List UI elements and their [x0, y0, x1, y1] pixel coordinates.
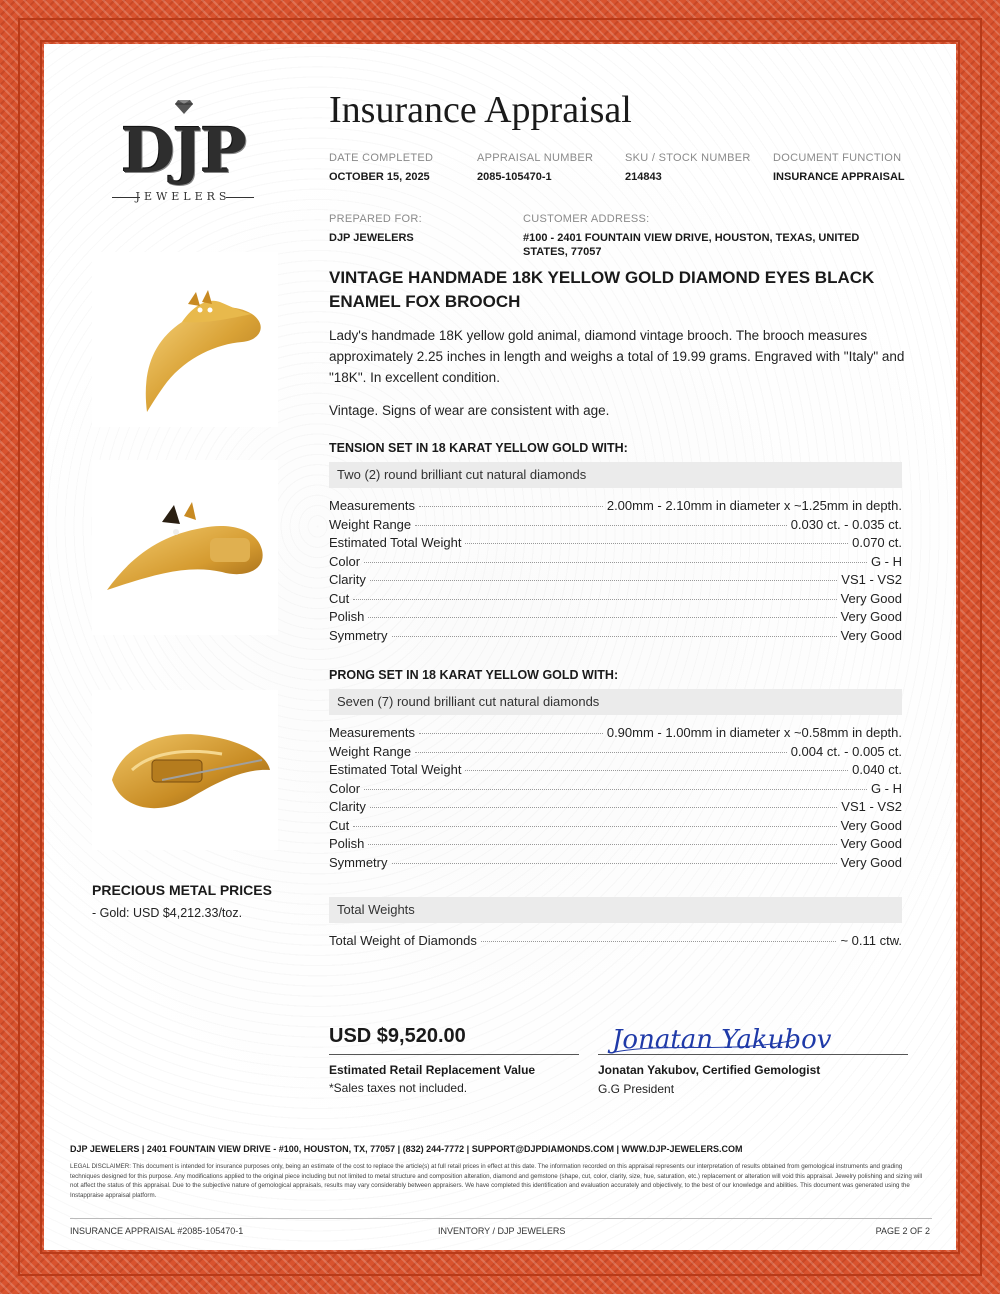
spec-row: [329, 554, 902, 573]
leader-dots: [370, 580, 837, 581]
precious-metal-heading: PRECIOUS METAL PRICES: [92, 882, 272, 898]
document-title: Insurance Appraisal: [329, 89, 632, 131]
spec-value: Very Good: [840, 609, 902, 624]
total-weights-heading: Total Weights: [329, 897, 902, 923]
section-heading-tension: TENSION SET IN 18 KARAT YELLOW GOLD WITH:: [329, 441, 628, 455]
leader-dots: [392, 636, 837, 637]
spec-row: [329, 628, 902, 647]
spec-key: Cut: [329, 590, 350, 606]
appraisal-number-label: APPRAISAL NUMBER: [477, 152, 594, 164]
signer-title: G.G President: [598, 1082, 675, 1096]
spec-row: [329, 725, 902, 744]
spec-list-tension: [329, 498, 902, 646]
spec-value: G - H: [870, 780, 902, 796]
spec-key: Estimated Total Weight: [329, 762, 462, 777]
brooch-photo-2: [92, 460, 278, 635]
footer-contact: DJP JEWELERS | 2401 FOUNTAIN VIEW DRIVE - #100, HOUSTON, TX, 77057 | (832) 244-7772 | SUPPORT@DJPDIAMONDS.COM | WWW.DJP-JEWELERS.COM: [70, 1144, 743, 1154]
footer-page-number: PAGE 2 OF 2: [875, 1226, 930, 1236]
leader-dots: [415, 525, 787, 526]
spec-key: Symmetry: [329, 627, 388, 643]
spec-value: VS1 - VS2: [841, 799, 902, 814]
retail-value-label: Estimated Retail Replacement Value: [329, 1063, 536, 1077]
spec-key: Color: [329, 780, 361, 796]
spec-key: Measurements: [329, 498, 415, 513]
leader-dots: [392, 863, 837, 864]
footer-appraisal-ref: INSURANCE APPRAISAL #2085-105470-1: [70, 1226, 244, 1236]
legal-disclaimer: LEGAL DISCLAIMER: This document is intended for insurance purposes only, being an estimate of the cost to replace the article(s) at full retail prices in effect at this date. The information recorded on this appraisal represents our interpretation of results obtained from gemological instruments and grading techniques designed for this purpose. Any modifications applied to the original piece including but not limited to metal structure and composition alteration, diamond and gemstone (shape, cut, color, clarity, size, hue, saturation, etc.) replacement or alteration will void this appraisal. Jewelry polishing and sizing will not affect the status of this appraisal. Due to the subjective nature of gemological appraisals, results may vary considerably between appraisers. We have completed this identification and evaluation accurately and objectively, to the best of our knowledge and abilities. This document was generated using the Instappraise appraisal platform.: [70, 1163, 923, 1199]
document-function-label: DOCUMENT FUNCTION: [773, 152, 902, 164]
product-description: Lady's handmade 18K yellow gold animal, diamond vintage brooch. The brooch measures approximately 2.25 inches in length and weighs a total of 19.99 grams. Engraved with "Italy" and "18K". In excellent condition.: [329, 328, 905, 385]
spec-value: 0.90mm - 1.00mm in diameter x ~0.58mm in depth.: [606, 725, 902, 740]
leader-dots: [364, 789, 867, 790]
date-completed-label: DATE COMPLETED: [329, 152, 434, 164]
spec-row: [329, 498, 902, 517]
spec-value: 0.004 ct. - 0.005 ct.: [790, 743, 902, 759]
spec-row: [329, 818, 902, 837]
spec-row: [329, 609, 902, 628]
section-summary-tension: Two (2) round brilliant cut natural diamonds: [329, 462, 902, 488]
spec-key: Total Weight of Diamonds: [329, 933, 477, 948]
spec-row: [329, 517, 902, 536]
spec-row: [329, 781, 902, 800]
spec-row: [329, 799, 902, 818]
section-heading-prong: PRONG SET IN 18 KARAT YELLOW GOLD WITH:: [329, 668, 619, 682]
gold-price: - Gold: USD $4,212.33/toz.: [92, 906, 243, 920]
signature-rule: [598, 1054, 908, 1055]
spec-value: 0.040 ct.: [852, 762, 902, 777]
spec-value: VS1 - VS2: [841, 572, 902, 587]
spec-key: Weight Range: [329, 743, 412, 759]
customer-address-label: CUSTOMER ADDRESS:: [523, 213, 650, 225]
spec-value: 0.070 ct.: [852, 535, 902, 550]
spec-key: Clarity: [329, 799, 366, 814]
spec-value: ~ 0.11 ctw.: [840, 933, 902, 948]
spec-row: [329, 855, 902, 874]
spec-row: [329, 933, 902, 952]
logo-subtitle: JEWELERS: [108, 190, 258, 203]
retail-value-amount: USD $9,520.00: [329, 1025, 466, 1047]
price-rule: [329, 1054, 579, 1055]
leader-dots: [364, 562, 867, 563]
leader-dots: [419, 506, 603, 507]
spec-key: Symmetry: [329, 854, 388, 870]
spec-key: Polish: [329, 836, 365, 851]
leader-dots: [465, 770, 848, 771]
spec-key: Color: [329, 553, 361, 569]
spec-row: [329, 572, 902, 591]
document-function-value: INSURANCE APPRAISAL: [773, 171, 905, 183]
signer-name: Jonatan Yakubov, Certified Gemologist: [598, 1063, 821, 1077]
spec-value: Very Good: [840, 627, 902, 643]
condition-note: Vintage. Signs of wear are consistent with age.: [329, 403, 610, 418]
leader-dots: [415, 752, 787, 753]
leader-dots: [370, 807, 837, 808]
diamond-icon: [175, 100, 193, 114]
signature-image: [610, 1012, 832, 1060]
spec-key: Polish: [329, 609, 365, 624]
spec-row: [329, 535, 902, 554]
leader-dots: [419, 733, 603, 734]
leader-dots: [368, 844, 836, 845]
spec-row: [329, 744, 902, 763]
customer-address-value: #100 - 2401 FOUNTAIN VIEW DRIVE, HOUSTON, TEXAS, UNITED STATES, 77057: [523, 232, 860, 258]
spec-value: Very Good: [840, 836, 902, 851]
appraisal-number-value: 2085-105470-1: [477, 171, 552, 183]
djp-logo: [108, 100, 258, 210]
sku-label: SKU / STOCK NUMBER: [625, 152, 751, 164]
spec-key: Clarity: [329, 572, 366, 587]
signature-text: Jonatan Yakubov: [612, 1025, 832, 1055]
spec-list-prong: [329, 725, 902, 873]
footer-rule: [70, 1218, 932, 1219]
leader-dots: [353, 599, 836, 600]
spec-key: Weight Range: [329, 516, 412, 532]
spec-key: Measurements: [329, 725, 415, 740]
product-title: VINTAGE HANDMADE 18K YELLOW GOLD DIAMOND EYES BLACK ENAMEL FOX BROOCH: [329, 268, 875, 311]
logo-letters: DJP: [121, 114, 245, 187]
leader-dots: [368, 617, 836, 618]
prepared-for-value: DJP JEWELERS: [329, 232, 414, 244]
totals-list: [329, 933, 902, 952]
spec-value: 0.030 ct. - 0.035 ct.: [790, 516, 902, 532]
brooch-photo-3: [92, 690, 278, 850]
prepared-for-label: PREPARED FOR:: [329, 213, 422, 225]
brooch-photo-1: [92, 252, 278, 427]
leader-dots: [465, 543, 848, 544]
leader-dots: [353, 826, 836, 827]
date-completed-value: OCTOBER 15, 2025: [329, 171, 430, 183]
spec-value: Very Good: [840, 854, 902, 870]
spec-row: [329, 836, 902, 855]
spec-row: [329, 591, 902, 610]
sku-value: 214843: [625, 171, 662, 183]
spec-value: Very Good: [840, 590, 902, 606]
spec-value: G - H: [870, 553, 902, 569]
leader-dots: [481, 941, 837, 942]
spec-key: Cut: [329, 817, 350, 833]
tax-note: *Sales taxes not included.: [329, 1081, 468, 1095]
spec-value: 2.00mm - 2.10mm in diameter x ~1.25mm in depth.: [606, 498, 902, 513]
spec-key: Estimated Total Weight: [329, 535, 462, 550]
section-summary-prong: Seven (7) round brilliant cut natural diamonds: [329, 689, 902, 715]
spec-row: [329, 762, 902, 781]
footer-inventory: INVENTORY / DJP JEWELERS: [438, 1226, 566, 1236]
spec-value: Very Good: [840, 817, 902, 833]
